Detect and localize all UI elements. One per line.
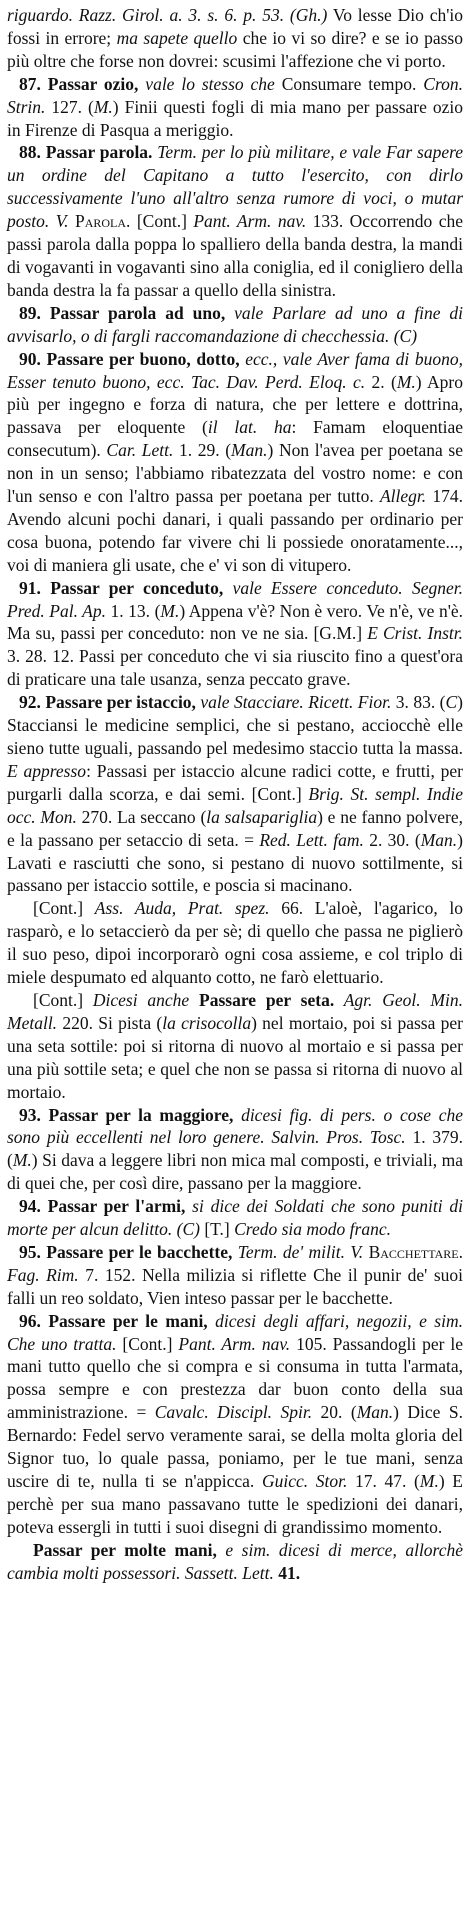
italic-text: Man. [356,1402,394,1423]
body-text: 133. Occorrendo che passi parola dalla poppa lo spalliero della banda destra, la mandi di vogavanti in vogavanti sino alla coniglia, ed il conigliero della banda destra la fa passar a quello della sinistra. [7,211,463,300]
italic-text: Cron. Strin. [7,73,463,117]
body-text: ) Apro più per ingegno e forza di natura, che per lettere e dottrina, passava per eloquente ( [7,371,464,438]
italic-text: dicesi degli affari, negozii, e sim. Che uno tratta. [7,1310,463,1354]
dictionary-entry [7,1195,463,1241]
body-text: Parola [74,211,127,232]
headword-text: Passare per seta. [189,989,335,1010]
italic-text: Pant. Arm. nav. [193,211,307,232]
body-text: 270. La seccano ( [76,806,207,827]
dictionary-entry [7,577,463,692]
italic-text: Allegr. [379,486,427,507]
body-text: [Cont.] [33,898,95,919]
italic-text: M. [93,96,113,117]
headword-text: 89. [19,302,50,323]
body-text: 127. ( [45,96,94,117]
headword-text: Passar per l'armi, [47,1196,186,1217]
body-text: [Cont.] [33,989,93,1010]
italic-text: dicesi fig. di pers. o cose che sono più eccellenti nel loro genere. Salvin. Pros. Tosc. [7,1104,463,1148]
body-text: 66. L'aloè, l'agarico, lo rasparò, e lo setaccierò da per sè; di quello che passa ne piglierò il suo peso, dipoi incorporarò ogni cosa assieme, e col triplo di miele despumato ed alquanto cotto, ne farò elettuario. [7,898,463,988]
headword-text: 94. [19,1196,48,1217]
italic-text: e sim. dicesi di merce, allorchè cambia molti possessori. Sassett. Lett. [7,1539,464,1583]
headword-text: 88. [19,142,46,163]
headword-text: 41. [273,1562,301,1583]
headword-text: Passar parola. [45,142,153,163]
headword-text: 91. [19,577,51,598]
italic-text: vale lo stesso che [138,73,282,94]
headword-text: 93. [19,1104,49,1125]
body-text: Consumare tempo. [281,73,424,94]
italic-text: Credo sia modo franc. [234,1219,391,1240]
body-text: ) E perchè per sua mano passavano tutte le spedizioni dei danari, poteva essergli in tutti i suoi disegni di grandissimo momento. [7,1471,463,1537]
italic-text: Brig. St. sempl. Indie occ. Mon. [7,783,463,827]
italic-text: si dice dei Soldati che sono puniti di morte per alcun delitto. (C) [7,1196,464,1240]
entry-paragraph [7,989,463,1104]
dictionary-entry [7,141,463,301]
body-text: 7. 152. Nella milizia si riflette Che il punir de' suoi falli un reo soldato, Vien inteso passar per le bacchette. [7,1264,463,1308]
headword-text: Passare per istaccio, [45,692,196,713]
italic-text: E appresso [7,760,87,781]
italic-text: Term. per lo più militare, e vale Far sapere un ordine del Capitano a tutto l'esercito, con dirlo successivamente l'uno all'altro senza rumore di voci, o mutar posto. V. [7,142,464,232]
italic-text: vale Parlare ad uno a fine di avvisarlo, o di fargli raccomandazione di checchessia. (C) [7,302,464,346]
headword-text: Passar per molte mani, [33,1539,217,1560]
italic-text: Pant. Arm. nav. [178,1333,291,1354]
headword-text: Passare per le bacchette, [46,1241,233,1262]
headword-text: Passar per conceduto, [50,577,224,598]
body-text: che io vi so dire? e se io passo più oltre che forse non dovrei: scusimi l'affezione che vi porto. [7,27,463,71]
headword-text: Passar ozio, [47,73,139,94]
italic-text: il lat. ha [207,417,292,438]
body-text: ) Stacciansi le medicine semplici, che si pestano, acciocchè elle sieno tutte uguali, passando pel medesimo staccio tutta la massa. [7,692,463,758]
headword-text: 96. [19,1310,49,1331]
italic-text: Man. [231,440,268,461]
body-text: . [458,1241,463,1262]
body-text: . [Cont.] [126,211,194,232]
body-text: ) Dice S. Bernardo: Fedel servo veramente sarai, se della molta gloria del Signor tuo, lo quale passa, poniamo, per le tue mani, senza uscire di te, nulla ti se n'appicca. [7,1402,463,1491]
italic-text: M. [396,371,416,392]
body-text: 17. 47. ( [347,1471,420,1491]
entry-paragraph [7,897,463,989]
headword-text: Passar per la maggiore, [48,1104,234,1125]
dictionary-entry [7,302,463,348]
headword-text: 92. [19,692,46,713]
italic-text: Dicesi anche [92,989,190,1010]
italic-text: la crisocolla [162,1012,252,1033]
italic-text: C [445,692,458,713]
italic-text: Term. de' milit. V. [232,1241,369,1262]
body-text: 3. 83. ( [391,692,446,713]
italic-text: vale Stacciare. Ricett. Fior. [195,692,392,713]
body-text: ) Lavati e rasciutti che sono, si pestano di nuovo sottilmente, si passano per istaccio sottile, e poscia si macinano. [7,829,463,896]
dictionary-entry [7,1241,463,1310]
headword-text: Passare per buono, dotto, [46,348,240,369]
headword-text: Passare per le mani, [48,1310,208,1331]
body-text: Bacchettare [368,1241,459,1262]
dictionary-entry [7,1104,463,1196]
italic-text: Man. [420,829,458,850]
dictionary-entry [7,73,463,142]
italic-text: Ass. Auda, Prat. spez. [94,898,270,919]
body-text: 1. 29. ( [173,440,232,461]
body-text: ) Finii questi fogli di mia mano per passare ozio in Firenze di Pasqua a meriggio. [7,96,463,140]
italic-text: riguardo. Razz. Girol. a. 3. s. 6. p. 53. (Gh.) [7,5,328,25]
body-text: ) Appena v'è? Non è vero. Ve n'è, ve n'è. Ma su, passi per conceduto: non ve ne sia. [G.M.] [7,600,463,644]
body-text: : Famam eloquentiae consecutum). [7,417,464,461]
italic-text: ecc., vale Aver fama di buono, Esser tenuto buono, ecc. Tac. Dav. Perd. Eloq. c. [7,348,463,392]
body-text: 3. 28. 12. Passi per conceduto che vi sia riuscito fino a quest'ora di praticare una tale usanza, senza peccato grave. [7,646,463,690]
body-text: 1. 379. ( [7,1127,463,1171]
italic-text: M. [419,1471,439,1491]
italic-text: la salsapariglia [206,806,318,827]
italic-text: ma sapete quello [116,27,238,48]
dictionary-entry [7,691,463,897]
headword-text: 90. [19,348,47,369]
italic-text: M. [12,1150,32,1171]
body-text: 2. 30. ( [363,829,421,850]
headword-text: 87. [19,73,48,94]
italic-text: vale Essere conceduto. Segner. Pred. Pal. Ap. [7,577,464,621]
body-text: Vo lesse Dio ch'io fossi in errore; [7,5,463,48]
italic-text: Fag. Rim. [7,1264,79,1285]
body-text: 1. 13. ( [105,600,161,621]
italic-text: Car. Lett. [106,440,174,461]
entry-paragraph [7,4,463,73]
body-text: ) e ne fanno polvere, e la passano per setaccio di seta. = [7,806,463,850]
italic-text: M. [160,600,180,621]
body-text: ) Non l'avea per poetana se non in un senso; l'abbiamo ribatezzata del vostro nome: e con l'un senso e con l'altro passa per poetana per tutto. [7,440,464,507]
body-text: 105. Passandogli per le mani tutto quello che si compra e si consuma in tutta l'armata, possa sempre e con prestezza dar buon conto della sua amministrazione. = [7,1333,463,1423]
body-text: : Passasi per istaccio alcune radici cotte, e frutti, per purgarli dalla scorza, e dai semi. [Cont.] [7,760,463,804]
body-text: 20. ( [312,1402,357,1423]
body-text: 174. Avendo alcuni pochi danari, i quali passando per ordinario per cosa buona, potendo far vivere chi li possiede onoratamente..., voi di maniera gli usate, che e' vi son di vitupero. [7,486,463,575]
body-text: [T.] [199,1219,235,1240]
entries-column [7,4,463,1585]
body-text: 2. ( [365,371,397,392]
entry-paragraph [7,1539,463,1585]
italic-text: E Crist. Instr. [367,623,464,644]
italic-text: Agr. Geol. Min. Metall. [7,989,463,1033]
italic-text: Cavalc. Discipl. Spir. [154,1402,313,1423]
body-text: ) Si dava a leggere libri non mica mal composti, e triviali, ma di quei che, per così dire, passano per la maggiore. [7,1150,463,1194]
body-text: ) nel mortaio, poi si passa per una seta sottile: poi si ritorna di nuovo al mortaio e si passa per una più sottile seta; e quel che non se passa si ritorna di nuovo al mortaio. [7,1012,463,1102]
dictionary-entry [7,1310,463,1539]
dictionary-entry [7,348,463,577]
body-text: 220. Si pista ( [57,1012,163,1033]
italic-text: Red. Lett. fam. [259,829,364,850]
headword-text: 95. [19,1241,47,1262]
headword-text: Passar parola ad uno, [49,302,226,323]
italic-text: Guicc. Stor. [261,1471,348,1491]
body-text: [Cont.] [116,1333,179,1354]
